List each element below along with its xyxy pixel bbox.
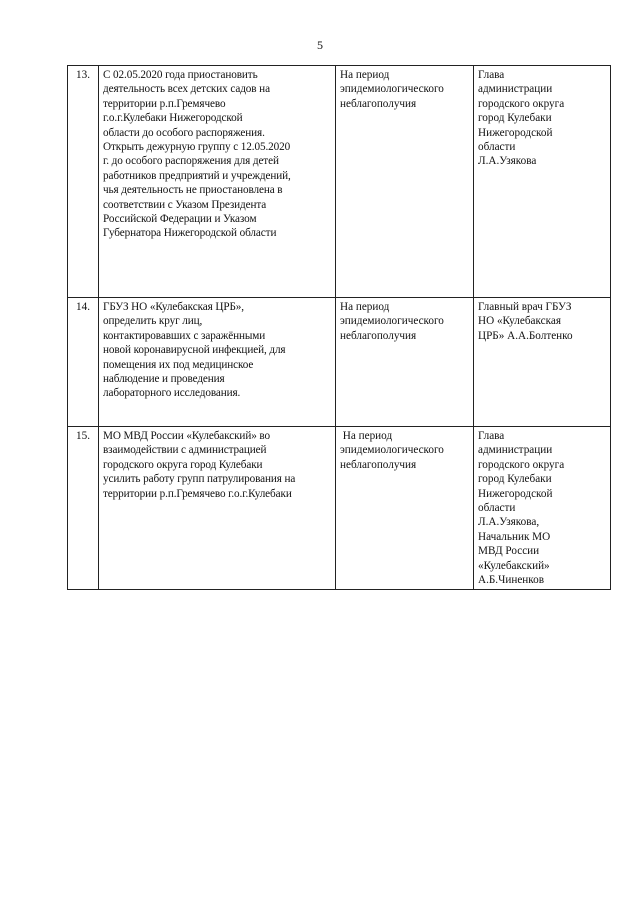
term-text-line: На период — [340, 69, 390, 81]
action-text-line: помещения их под медицинское — [103, 358, 254, 371]
responsible-text-line: Глава — [478, 69, 505, 81]
responsible-text-line: Л.А.Узякова, — [478, 516, 540, 529]
action-text-line: определить круг лиц, — [103, 315, 203, 328]
responsible-text-line: МВД России — [478, 545, 540, 558]
term-text-line: эпидемиологического — [340, 444, 444, 457]
responsible-text-line: Главный врач ГБУЗ — [478, 301, 572, 313]
action-text-line: МО МВД России «Кулебакский» во — [103, 430, 270, 442]
action-text-line: деятельность всех детских садов на — [103, 83, 270, 96]
action-cell — [99, 298, 336, 427]
term-text-line: неблагополучия — [340, 458, 417, 471]
responsible-text-line: Нижегородской — [478, 126, 553, 139]
action-cell — [99, 66, 336, 298]
term-text-line: эпидемиологического — [340, 83, 444, 96]
term-cell — [336, 298, 474, 427]
responsible-text-line: городского округа — [478, 97, 565, 110]
action-cell — [99, 427, 336, 590]
action-text-line: работников предприятий и учреждений, — [103, 169, 291, 182]
responsible-text-line: НО «Кулебакская — [478, 315, 561, 328]
action-text-line: г. до особого распоряжения для детей — [103, 155, 279, 168]
action-text-line: территории р.п.Гремячево г.о.г.Кулебаки — [103, 487, 292, 500]
action-text-line: Открыть дежурную группу с 12.05.2020 — [103, 141, 291, 154]
action-text-line: С 02.05.2020 года приостановить — [103, 69, 258, 81]
action-text-line: контактировавших с заражёнными — [103, 329, 266, 342]
responsible-text-line: ЦРБ» А.А.Болтенко — [478, 329, 573, 342]
page-number: 5 — [317, 38, 323, 52]
responsible-text-line: городского округа — [478, 458, 565, 471]
responsible-text-line: город Кулебаки — [478, 112, 552, 125]
responsible-text-line: А.Б.Чиненков — [478, 574, 545, 587]
responsible-text-line: области — [478, 141, 516, 154]
action-text-line: чья деятельность не приостановлена в — [103, 184, 283, 197]
action-text-line: лабораторного исследования. — [103, 387, 241, 400]
responsible-text-line: Нижегородской — [478, 487, 553, 500]
action-text-line: новой коронавирусной инфекцией, для — [103, 344, 286, 357]
term-cell — [336, 427, 474, 590]
responsible-text-line: Начальник МО — [478, 530, 551, 543]
term-text-line: неблагополучия — [340, 97, 417, 110]
row-number: 13. — [68, 66, 99, 298]
measures-table — [67, 65, 611, 590]
responsible-text-line: Л.А.Узякова — [478, 155, 537, 168]
responsible-text-line: «Кулебакский» — [478, 559, 550, 572]
term-text-line: неблагополучия — [340, 329, 417, 342]
action-text-line: г.о.г.Кулебаки Нижегородской — [103, 112, 243, 125]
term-cell — [336, 66, 474, 298]
term-text-line: эпидемиологического — [340, 315, 444, 328]
action-text-line: наблюдение и проведения — [103, 373, 225, 386]
responsible-text-line: администрации — [478, 444, 553, 457]
table-row — [68, 66, 611, 298]
action-text-line: городского округа город Кулебаки — [103, 458, 263, 471]
responsible-text-line: администрации — [478, 83, 553, 96]
responsible-cell — [474, 298, 611, 427]
action-text-line: соответствии с Указом Президента — [103, 198, 267, 211]
responsible-text-line: области — [478, 502, 516, 515]
responsible-cell — [474, 66, 611, 298]
action-text-line: области до особого распоряжения. — [103, 126, 265, 139]
term-text-line: На период — [340, 301, 390, 313]
action-text-line: взаимодействии с администрацией — [103, 444, 267, 457]
responsible-text-line: Глава — [478, 430, 505, 442]
row-number: 14. — [68, 298, 99, 427]
row-number: 15. — [68, 427, 99, 590]
table-row — [68, 427, 611, 590]
action-text-line: Губернатора Нижегородской области — [103, 227, 277, 240]
table-row — [68, 298, 611, 427]
action-text-line: территории р.п.Гремячево — [103, 97, 226, 110]
responsible-text-line: город Кулебаки — [478, 473, 552, 486]
action-text-line: ГБУЗ НО «Кулебакская ЦРБ», — [103, 301, 244, 313]
action-text-line: Российской Федерации и Указом — [103, 213, 257, 226]
term-text-line: На период — [340, 430, 393, 442]
responsible-cell — [474, 427, 611, 590]
action-text-line: усилить работу групп патрулирования на — [103, 473, 296, 486]
